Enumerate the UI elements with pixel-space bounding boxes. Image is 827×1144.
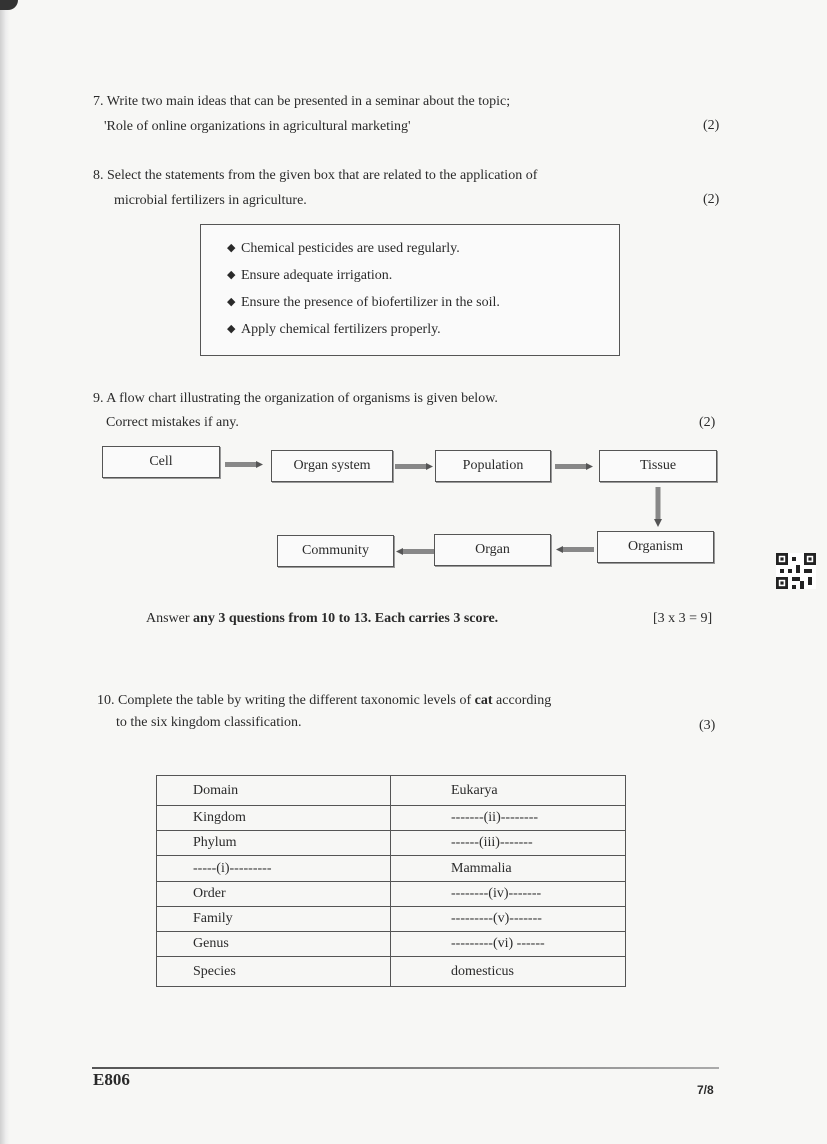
q9-text-line2: Correct mistakes if any. bbox=[106, 415, 239, 430]
arrow-right-icon bbox=[395, 463, 433, 469]
statement-text: Ensure the presence of biofertilizer in the soil. bbox=[241, 295, 500, 310]
statement-item bbox=[201, 316, 619, 343]
q9-marks: (2) bbox=[699, 415, 716, 430]
q10-text-bold: cat bbox=[474, 693, 493, 708]
flow-box-organ-system bbox=[271, 450, 393, 482]
section-instruction bbox=[146, 609, 498, 629]
table-cell-value: ---------(vi) ------ bbox=[391, 932, 626, 957]
arrow-left-icon bbox=[556, 546, 594, 552]
diamond-bullet-icon: ◆ bbox=[227, 242, 236, 254]
table-cell-value: ------(iii)------- bbox=[391, 831, 626, 856]
flow-box-cell bbox=[102, 446, 220, 478]
q10-text-post: according bbox=[492, 693, 552, 708]
diamond-bullet-icon: ◆ bbox=[227, 296, 236, 308]
table-cell-level: Kingdom bbox=[157, 806, 391, 831]
arrow-left-icon bbox=[396, 548, 434, 554]
table-cell-level: Family bbox=[157, 907, 391, 932]
diamond-bullet-icon: ◆ bbox=[227, 269, 236, 281]
q8-text-line2: microbial fertilizers in agriculture. bbox=[114, 193, 307, 208]
table-cell-level: -----(i)--------- bbox=[157, 856, 391, 882]
table-cell-value: domesticus bbox=[391, 957, 626, 987]
q9-text-line1: 9. A flow chart illustrating the organization of organisms is given below. bbox=[93, 391, 498, 406]
section-marks: [3 x 3 = 9] bbox=[653, 611, 713, 626]
table-row bbox=[157, 831, 626, 856]
statements-box bbox=[200, 224, 620, 356]
table-row bbox=[157, 932, 626, 957]
arrow-down-icon bbox=[654, 487, 662, 527]
table-row bbox=[157, 907, 626, 932]
q7-marks: (2) bbox=[703, 118, 720, 133]
q10-text-line1 bbox=[97, 691, 551, 711]
arrow-right-icon bbox=[225, 461, 263, 467]
table-cell-value: --------(iv)------- bbox=[391, 882, 626, 907]
statement-item bbox=[201, 235, 619, 262]
taxonomy-table bbox=[156, 775, 626, 987]
table-row bbox=[157, 882, 626, 907]
flow-box-organ bbox=[434, 534, 551, 566]
flow-label: Cell bbox=[149, 454, 173, 469]
statement-item bbox=[201, 262, 619, 289]
flow-box-organism bbox=[597, 531, 714, 563]
qr-code-icon bbox=[776, 553, 816, 589]
flow-label: Tissue bbox=[639, 458, 677, 473]
flow-label: Community bbox=[302, 543, 369, 558]
flow-box-tissue bbox=[599, 450, 717, 482]
flow-box-community bbox=[277, 535, 394, 567]
statement-item bbox=[201, 289, 619, 316]
q7-text-line1: 7. Write two main ideas that can be presented in a seminar about the topic; bbox=[93, 94, 511, 109]
statement-text: Apply chemical fertilizers properly. bbox=[241, 322, 441, 337]
table-cell-level: Genus bbox=[157, 932, 391, 957]
q8-text-line1: 8. Select the statements from the given box that are related to the application of bbox=[93, 168, 538, 183]
table-cell-level: Domain bbox=[157, 776, 391, 806]
table-cell-value: ---------(v)------- bbox=[391, 907, 626, 932]
table-cell-level: Order bbox=[157, 882, 391, 907]
q7-text-line2: 'Role of online organizations in agricultural marketing' bbox=[104, 119, 411, 134]
table-cell-value: Eukarya bbox=[391, 776, 626, 806]
q10-text-pre: 10. Complete the table by writing the different taxonomic levels of bbox=[97, 693, 475, 708]
paper-code: E806 bbox=[93, 1070, 130, 1089]
page-edge-shadow bbox=[0, 0, 10, 1144]
flow-label: Organ system bbox=[293, 458, 371, 473]
page-number: 7/8 bbox=[697, 1083, 714, 1097]
table-cell-level: Phylum bbox=[157, 831, 391, 856]
table-cell-level: Species bbox=[157, 957, 391, 987]
q10-marks: (3) bbox=[699, 718, 716, 733]
instruction-bold: any 3 questions from 10 to 13. Each carries 3 score. bbox=[193, 611, 499, 626]
diamond-bullet-icon: ◆ bbox=[227, 323, 236, 335]
statement-text: Chemical pesticides are used regularly. bbox=[241, 241, 460, 256]
flow-label: Organism bbox=[628, 539, 683, 554]
arrow-right-icon bbox=[555, 463, 593, 469]
flow-label: Organ bbox=[475, 542, 510, 557]
instruction-plain: Answer bbox=[146, 611, 194, 626]
table-cell-value: -------(ii)-------- bbox=[391, 806, 626, 831]
table-row bbox=[157, 856, 626, 882]
q10-text-line2: to the six kingdom classification. bbox=[116, 715, 302, 730]
flow-box-population bbox=[435, 450, 551, 482]
table-row bbox=[157, 957, 626, 987]
table-row bbox=[157, 776, 626, 806]
flow-label: Population bbox=[462, 458, 524, 473]
table-cell-value: Mammalia bbox=[391, 856, 626, 882]
q8-marks: (2) bbox=[703, 192, 720, 207]
statement-text: Ensure adequate irrigation. bbox=[241, 268, 393, 283]
footer-divider bbox=[92, 1067, 719, 1069]
table-row bbox=[157, 806, 626, 831]
page-corner-mark bbox=[0, 0, 18, 10]
